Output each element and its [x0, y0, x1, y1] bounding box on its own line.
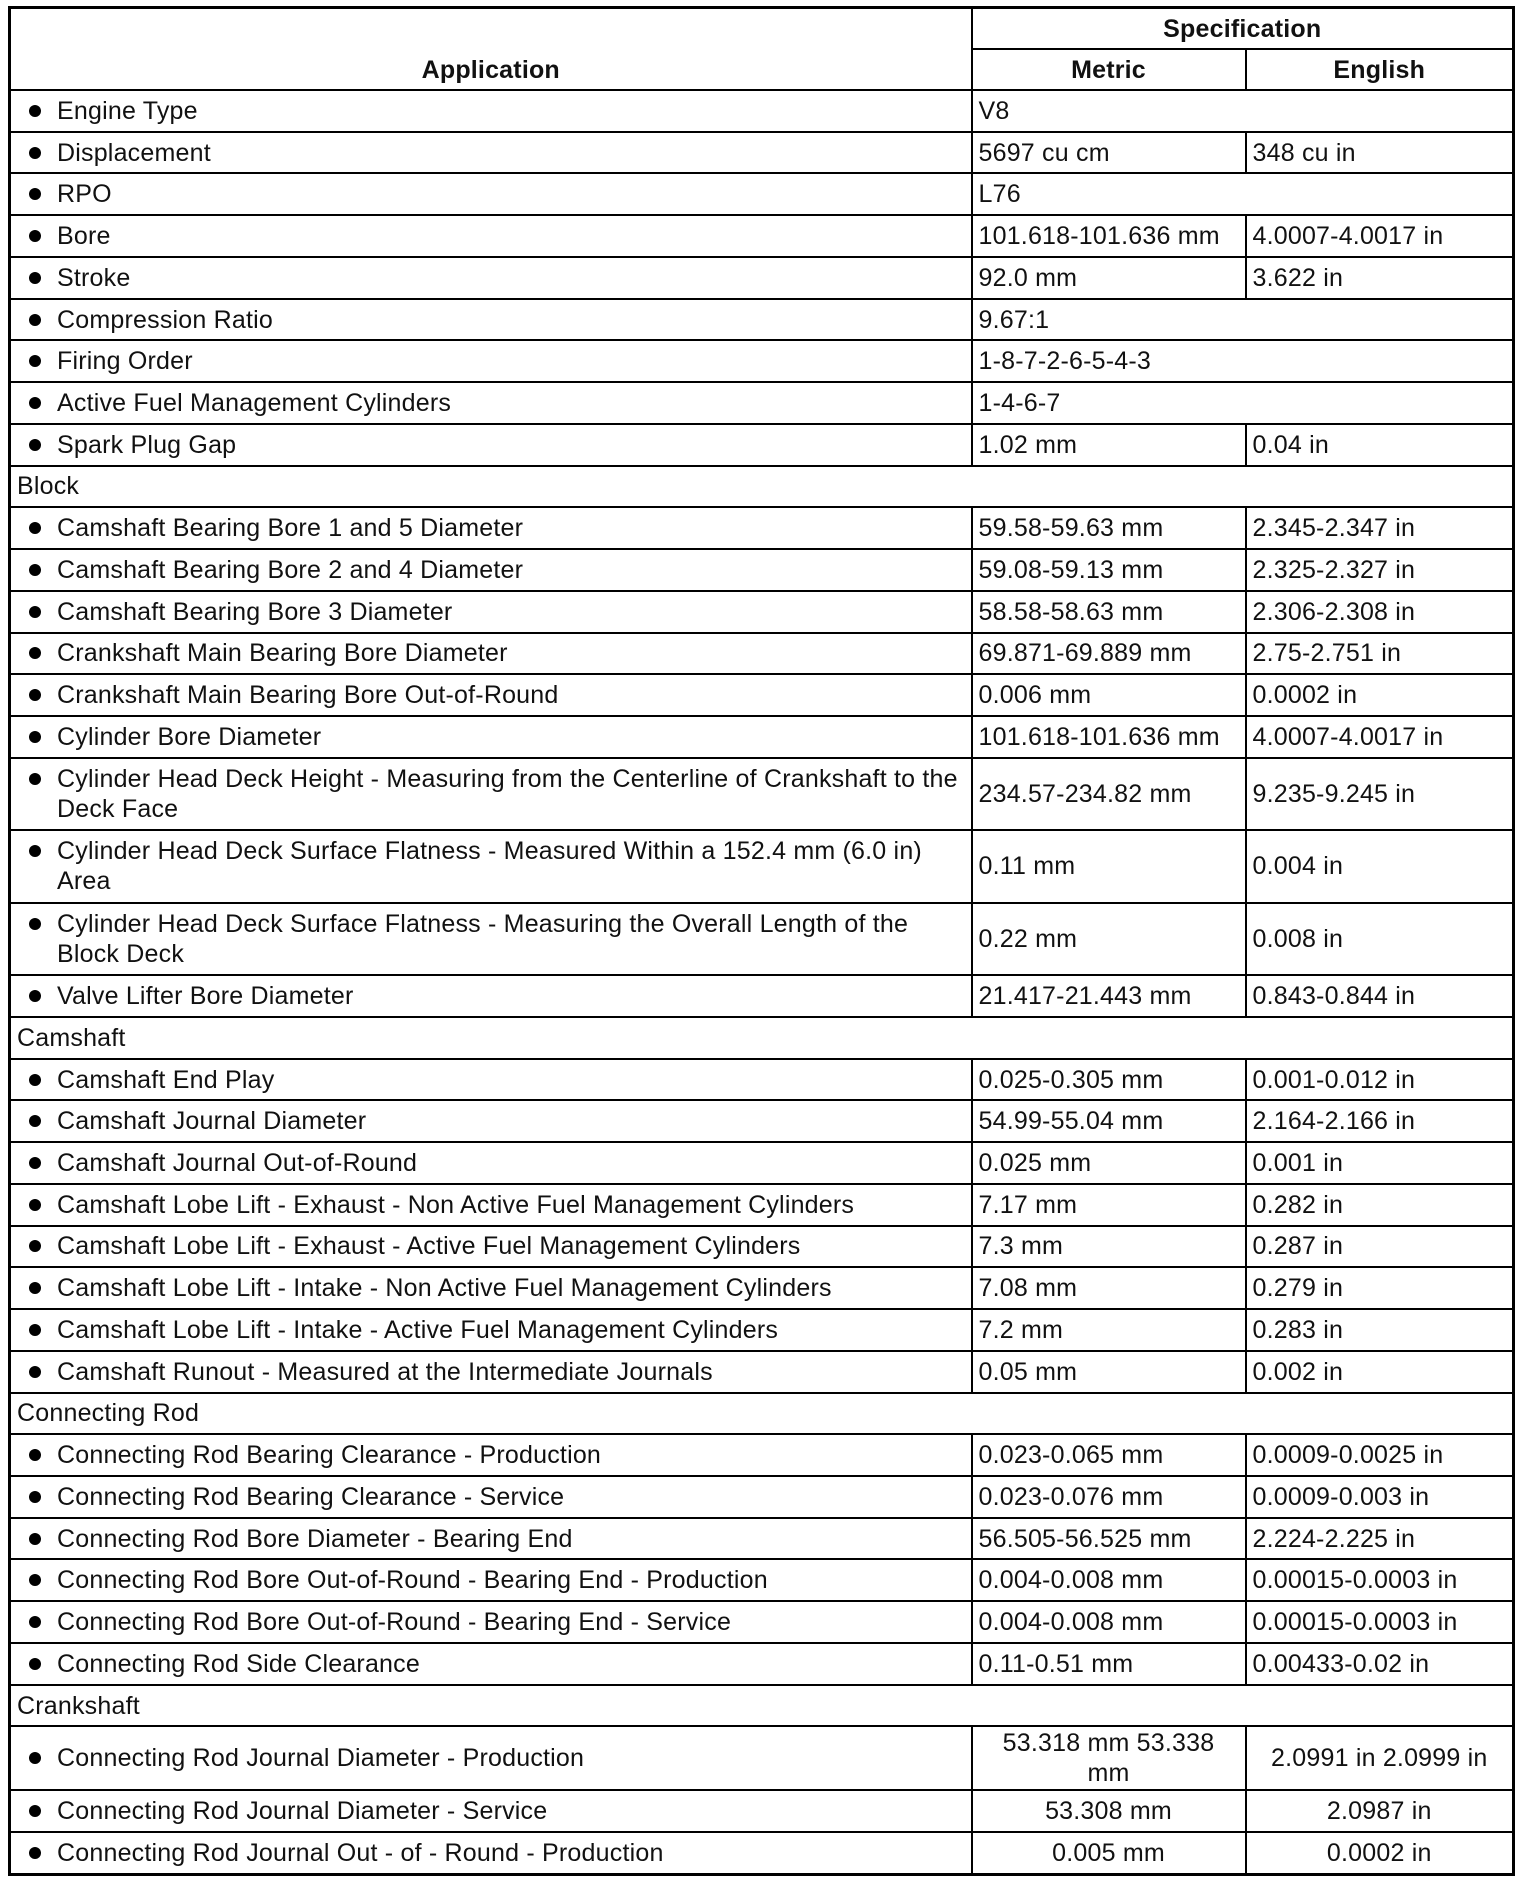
bullet-icon — [29, 606, 41, 618]
section-heading: Connecting Rod — [10, 1393, 1514, 1435]
english-value: 0.287 in — [1246, 1226, 1514, 1268]
application-label: Connecting Rod Journal Diameter - Production — [57, 1744, 585, 1773]
application-label: Crankshaft Main Bearing Bore Out-of-Round — [57, 681, 559, 710]
section-row — [10, 1017, 1514, 1059]
bullet-icon — [29, 1324, 41, 1336]
specification-value: 1-8-7-2-6-5-4-3 — [972, 340, 1514, 382]
metric-value: 7.3 mm — [972, 1226, 1246, 1268]
english-value: 0.00015-0.0003 in — [1246, 1601, 1514, 1643]
bullet-icon — [29, 1574, 41, 1586]
application-cell — [10, 173, 972, 215]
metric-value: 69.871-69.889 mm — [972, 633, 1246, 675]
english-value: 0.00433-0.02 in — [1246, 1643, 1514, 1685]
application-label: Valve Lifter Bore Diameter — [57, 982, 354, 1011]
table-row — [10, 257, 1514, 299]
table-row — [10, 1601, 1514, 1643]
application-cell — [10, 1267, 972, 1309]
application-cell — [10, 90, 972, 132]
english-value: 0.00015-0.0003 in — [1246, 1559, 1514, 1601]
application-cell — [10, 1832, 972, 1875]
table-row — [10, 549, 1514, 591]
application-label: Cylinder Head Deck Surface Flatness - Measured Within a 152.4 mm (6.0 in) Area — [57, 837, 922, 896]
english-value: 2.325-2.327 in — [1246, 549, 1514, 591]
application-label: Bore — [57, 222, 111, 251]
application-label: Connecting Rod Bore Out-of-Round - Bearing End - Production — [57, 1566, 768, 1595]
metric-value: 0.023-0.076 mm — [972, 1476, 1246, 1518]
english-value: 2.0991 in 2.0999 in — [1246, 1726, 1514, 1790]
section-heading: Block — [10, 466, 1514, 508]
application-cell — [10, 1309, 972, 1351]
metric-value: 56.505-56.525 mm — [972, 1518, 1246, 1560]
metric-value: 7.08 mm — [972, 1267, 1246, 1309]
metric-value: 234.57-234.82 mm — [972, 758, 1246, 830]
table-row — [10, 1267, 1514, 1309]
bullet-icon — [29, 1847, 41, 1859]
table-row — [10, 903, 1514, 975]
application-label: Active Fuel Management Cylinders — [57, 389, 452, 417]
application-label: Camshaft Bearing Bore 2 and 4 Diameter — [57, 555, 524, 584]
english-value: 0.008 in — [1246, 903, 1514, 975]
application-label: Cylinder Head Deck Height - Measuring from the Centerline of Crankshaft to the Deck Face — [57, 764, 958, 823]
bullet-icon — [29, 1449, 41, 1461]
table-row — [10, 1790, 1514, 1832]
application-label: Connecting Rod Bore Out-of-Round - Bearing End - Service — [57, 1608, 732, 1637]
bullet-icon — [29, 1658, 41, 1670]
english-value: 2.0987 in — [1246, 1790, 1514, 1832]
specification-value: V8 — [972, 90, 1514, 132]
table-row — [10, 716, 1514, 758]
application-cell — [10, 674, 972, 716]
section-heading: Camshaft — [10, 1017, 1514, 1059]
metric-value: 0.05 mm — [972, 1351, 1246, 1393]
section-row — [10, 466, 1514, 508]
table-row — [10, 1832, 1514, 1875]
application-label: Camshaft Lobe Lift - Intake - Non Active Fuel Management Cylinders — [57, 1274, 832, 1303]
application-cell — [10, 1184, 972, 1226]
bullet-icon — [29, 1366, 41, 1378]
bullet-icon — [29, 1157, 41, 1169]
bullet-icon — [29, 397, 41, 409]
application-label: Crankshaft Main Bearing Bore Diameter — [57, 639, 508, 668]
metric-header: Metric — [972, 49, 1246, 90]
bullet-icon — [29, 1074, 41, 1086]
application-label: Displacement — [57, 138, 211, 167]
metric-value: 59.58-59.63 mm — [972, 507, 1246, 549]
table-row — [10, 90, 1514, 132]
metric-value: 0.025 mm — [972, 1142, 1246, 1184]
english-value: 0.843-0.844 in — [1246, 975, 1514, 1017]
english-value: 0.004 in — [1246, 830, 1514, 902]
bullet-icon — [29, 990, 41, 1002]
application-cell — [10, 424, 972, 466]
table-row — [10, 132, 1514, 174]
table-row — [10, 591, 1514, 633]
metric-value: 1.02 mm — [972, 424, 1246, 466]
metric-value: 92.0 mm — [972, 257, 1246, 299]
table-body — [10, 90, 1514, 1875]
bullet-icon — [29, 522, 41, 534]
section-heading: Crankshaft — [10, 1685, 1514, 1727]
metric-value: 0.005 mm — [972, 1832, 1246, 1875]
bullet-icon — [29, 918, 41, 930]
table-row — [10, 1309, 1514, 1351]
application-cell — [10, 1643, 972, 1685]
application-label: Camshaft Bearing Bore 3 Diameter — [57, 597, 453, 626]
application-cell — [10, 549, 972, 591]
table-row — [10, 1559, 1514, 1601]
application-label: Camshaft Bearing Bore 1 and 5 Diameter — [57, 514, 524, 543]
application-cell — [10, 1226, 972, 1268]
application-cell — [10, 1059, 972, 1101]
application-label: Connecting Rod Journal Diameter - Service — [57, 1797, 548, 1826]
application-cell — [10, 382, 972, 424]
table-row — [10, 1518, 1514, 1560]
table-row — [10, 1476, 1514, 1518]
table-row — [10, 975, 1514, 1017]
metric-value: 0.11-0.51 mm — [972, 1643, 1246, 1685]
application-cell — [10, 633, 972, 675]
table-row — [10, 173, 1514, 215]
bullet-icon — [29, 1240, 41, 1252]
application-label: Connecting Rod Side Clearance — [57, 1649, 420, 1678]
english-value: 2.306-2.308 in — [1246, 591, 1514, 633]
application-label: Camshaft Journal Diameter — [57, 1107, 367, 1136]
english-value: 0.0002 in — [1246, 674, 1514, 716]
application-cell — [10, 1351, 972, 1393]
application-header: Application — [10, 8, 972, 91]
section-row — [10, 1393, 1514, 1435]
specification-value: 9.67:1 — [972, 299, 1514, 341]
table-row — [10, 674, 1514, 716]
bullet-icon — [29, 188, 41, 200]
bullet-icon — [29, 689, 41, 701]
metric-value: 7.2 mm — [972, 1309, 1246, 1351]
application-cell — [10, 215, 972, 257]
table-row — [10, 1726, 1514, 1790]
metric-value: 59.08-59.13 mm — [972, 549, 1246, 591]
bullet-icon — [29, 1491, 41, 1503]
application-cell — [10, 507, 972, 549]
english-value: 0.04 in — [1246, 424, 1514, 466]
application-cell — [10, 1476, 972, 1518]
metric-value: 101.618-101.636 mm — [972, 716, 1246, 758]
english-value: 2.164-2.166 in — [1246, 1100, 1514, 1142]
metric-value: 0.11 mm — [972, 830, 1246, 902]
application-label: Connecting Rod Bore Diameter - Bearing End — [57, 1524, 573, 1553]
english-value: 0.282 in — [1246, 1184, 1514, 1226]
metric-value: 0.025-0.305 mm — [972, 1059, 1246, 1101]
bullet-icon — [29, 230, 41, 242]
bullet-icon — [29, 1805, 41, 1817]
application-cell — [10, 1601, 972, 1643]
application-cell — [10, 1142, 972, 1184]
application-label: Camshaft Lobe Lift - Exhaust - Active Fuel Management Cylinders — [57, 1232, 801, 1261]
english-value: 0.0009-0.0025 in — [1246, 1434, 1514, 1476]
application-cell — [10, 257, 972, 299]
english-value: 0.001 in — [1246, 1142, 1514, 1184]
table-row — [10, 340, 1514, 382]
application-label: Connecting Rod Bearing Clearance - Service — [57, 1482, 565, 1511]
table-row — [10, 1351, 1514, 1393]
application-label: Engine Type — [57, 96, 198, 125]
application-label: Connecting Rod Bearing Clearance - Production — [57, 1441, 602, 1470]
table-row — [10, 382, 1514, 424]
metric-value: 7.17 mm — [972, 1184, 1246, 1226]
english-value: 2.224-2.225 in — [1246, 1518, 1514, 1560]
bullet-icon — [29, 105, 41, 117]
english-value: 0.002 in — [1246, 1351, 1514, 1393]
bullet-icon — [29, 845, 41, 857]
application-cell — [10, 591, 972, 633]
bullet-icon — [29, 1115, 41, 1127]
application-cell — [10, 299, 972, 341]
table-row — [10, 830, 1514, 902]
table-row — [10, 1643, 1514, 1685]
application-label: RPO — [57, 180, 112, 209]
application-label: Stroke — [57, 263, 131, 292]
application-cell — [10, 132, 972, 174]
bullet-icon — [29, 314, 41, 326]
table-row — [10, 1226, 1514, 1268]
table-row — [10, 299, 1514, 341]
application-cell — [10, 1726, 972, 1790]
english-value: 348 cu in — [1246, 132, 1514, 174]
spec-table — [8, 6, 1515, 1876]
bullet-icon — [29, 439, 41, 451]
metric-value: 0.22 mm — [972, 903, 1246, 975]
application-cell — [10, 1434, 972, 1476]
bullet-icon — [29, 647, 41, 659]
english-value: 9.235-9.245 in — [1246, 758, 1514, 830]
bullet-icon — [29, 564, 41, 576]
application-label: Cylinder Bore Diameter — [57, 722, 322, 751]
english-value: 0.279 in — [1246, 1267, 1514, 1309]
metric-value: 101.618-101.636 mm — [972, 215, 1246, 257]
table-row — [10, 633, 1514, 675]
application-label: Connecting Rod Journal Out - of - Round - Production — [57, 1838, 664, 1867]
application-cell — [10, 903, 972, 975]
metric-value: 0.004-0.008 mm — [972, 1601, 1246, 1643]
english-value: 4.0007-4.0017 in — [1246, 215, 1514, 257]
specification-header: Specification — [972, 8, 1514, 50]
metric-value: 53.318 mm 53.338 mm — [972, 1726, 1246, 1790]
bullet-icon — [29, 1282, 41, 1294]
application-cell — [10, 758, 972, 830]
english-value: 2.75-2.751 in — [1246, 633, 1514, 675]
application-label: Compression Ratio — [57, 305, 273, 334]
english-value: 2.345-2.347 in — [1246, 507, 1514, 549]
specification-value: 1-4-6-7 — [972, 382, 1514, 424]
english-value: 4.0007-4.0017 in — [1246, 716, 1514, 758]
application-cell — [10, 1518, 972, 1560]
application-cell — [10, 340, 972, 382]
metric-value: 0.023-0.065 mm — [972, 1434, 1246, 1476]
bullet-icon — [29, 272, 41, 284]
application-cell — [10, 716, 972, 758]
application-label: Spark Plug Gap — [57, 430, 237, 459]
application-cell — [10, 830, 972, 902]
application-cell — [10, 1100, 972, 1142]
metric-value: 58.58-58.63 mm — [972, 591, 1246, 633]
application-label: Firing Order — [57, 347, 193, 376]
bullet-icon — [29, 355, 41, 367]
application-label: Camshaft Runout - Measured at the Intermediate Journals — [57, 1357, 713, 1386]
section-row — [10, 1685, 1514, 1727]
table-row — [10, 507, 1514, 549]
application-label: Camshaft Lobe Lift - Intake - Active Fuel Management Cylinders — [57, 1315, 779, 1344]
english-value: 0.001-0.012 in — [1246, 1059, 1514, 1101]
application-label: Cylinder Head Deck Surface Flatness - Measuring the Overall Length of the Block Deck — [57, 909, 909, 968]
table-row — [10, 215, 1514, 257]
table-row — [10, 1142, 1514, 1184]
bullet-icon — [29, 1616, 41, 1628]
table-row — [10, 758, 1514, 830]
metric-value: 53.308 mm — [972, 1790, 1246, 1832]
english-value: 0.0002 in — [1246, 1832, 1514, 1875]
english-header: English — [1246, 49, 1514, 90]
english-value: 3.622 in — [1246, 257, 1514, 299]
application-cell — [10, 1790, 972, 1832]
table-row — [10, 1059, 1514, 1101]
metric-value: 0.006 mm — [972, 674, 1246, 716]
application-label: Camshaft Lobe Lift - Exhaust - Non Active Fuel Management Cylinders — [57, 1190, 855, 1219]
specification-value: L76 — [972, 173, 1514, 215]
metric-value: 54.99-55.04 mm — [972, 1100, 1246, 1142]
table-row — [10, 1184, 1514, 1226]
bullet-icon — [29, 1199, 41, 1211]
bullet-icon — [29, 147, 41, 159]
application-label: Camshaft Journal Out-of-Round — [57, 1149, 418, 1177]
bullet-icon — [29, 1752, 41, 1764]
metric-value: 0.004-0.008 mm — [972, 1559, 1246, 1601]
application-cell — [10, 1559, 972, 1601]
table-header — [10, 8, 1514, 91]
english-value: 0.283 in — [1246, 1309, 1514, 1351]
application-label: Camshaft End Play — [57, 1065, 275, 1094]
table-row — [10, 1434, 1514, 1476]
bullet-icon — [29, 773, 41, 785]
metric-value: 21.417-21.443 mm — [972, 975, 1246, 1017]
table-row — [10, 424, 1514, 466]
table-row — [10, 1100, 1514, 1142]
metric-value: 5697 cu cm — [972, 132, 1246, 174]
english-value: 0.0009-0.003 in — [1246, 1476, 1514, 1518]
bullet-icon — [29, 731, 41, 743]
application-cell — [10, 975, 972, 1017]
bullet-icon — [29, 1533, 41, 1545]
